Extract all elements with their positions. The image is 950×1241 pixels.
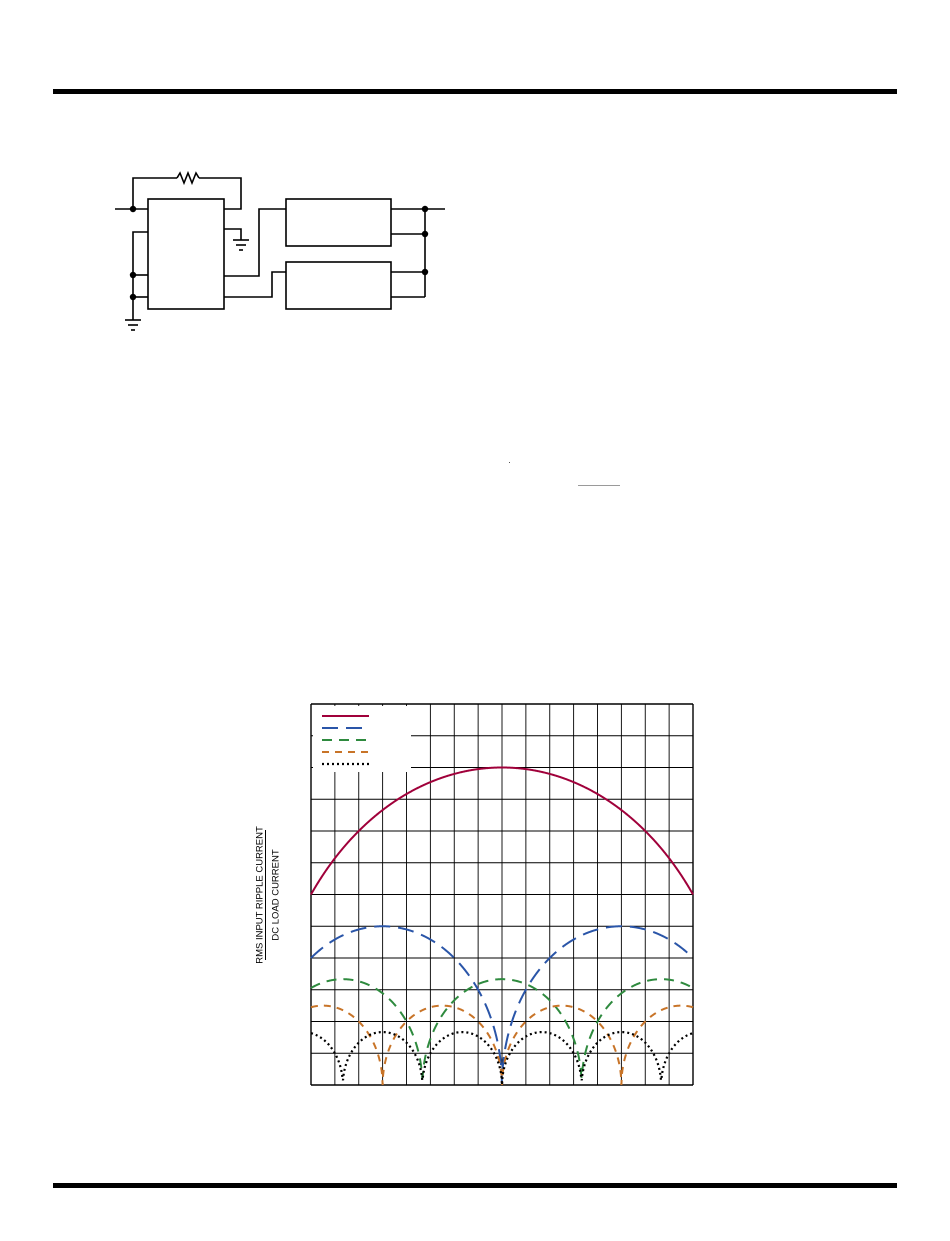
controller-ic <box>148 199 224 309</box>
y-axis-label-numerator: RMS INPUT RIPPLE CURRENT <box>254 826 266 964</box>
ripple-current-chart <box>240 695 710 1095</box>
y-axis-label-denominator: DC LOAD CURRENT <box>270 849 282 941</box>
circuit-schematic <box>105 160 455 340</box>
header-rule <box>53 89 897 94</box>
stray-rule <box>578 485 620 486</box>
ground-icon <box>233 240 249 250</box>
resistor-icon <box>177 173 199 183</box>
power-stage-bottom <box>286 262 391 309</box>
ground-icon <box>125 320 141 330</box>
power-stage-top <box>286 199 391 246</box>
stray-mark <box>509 462 510 463</box>
footer-rule <box>53 1183 897 1188</box>
